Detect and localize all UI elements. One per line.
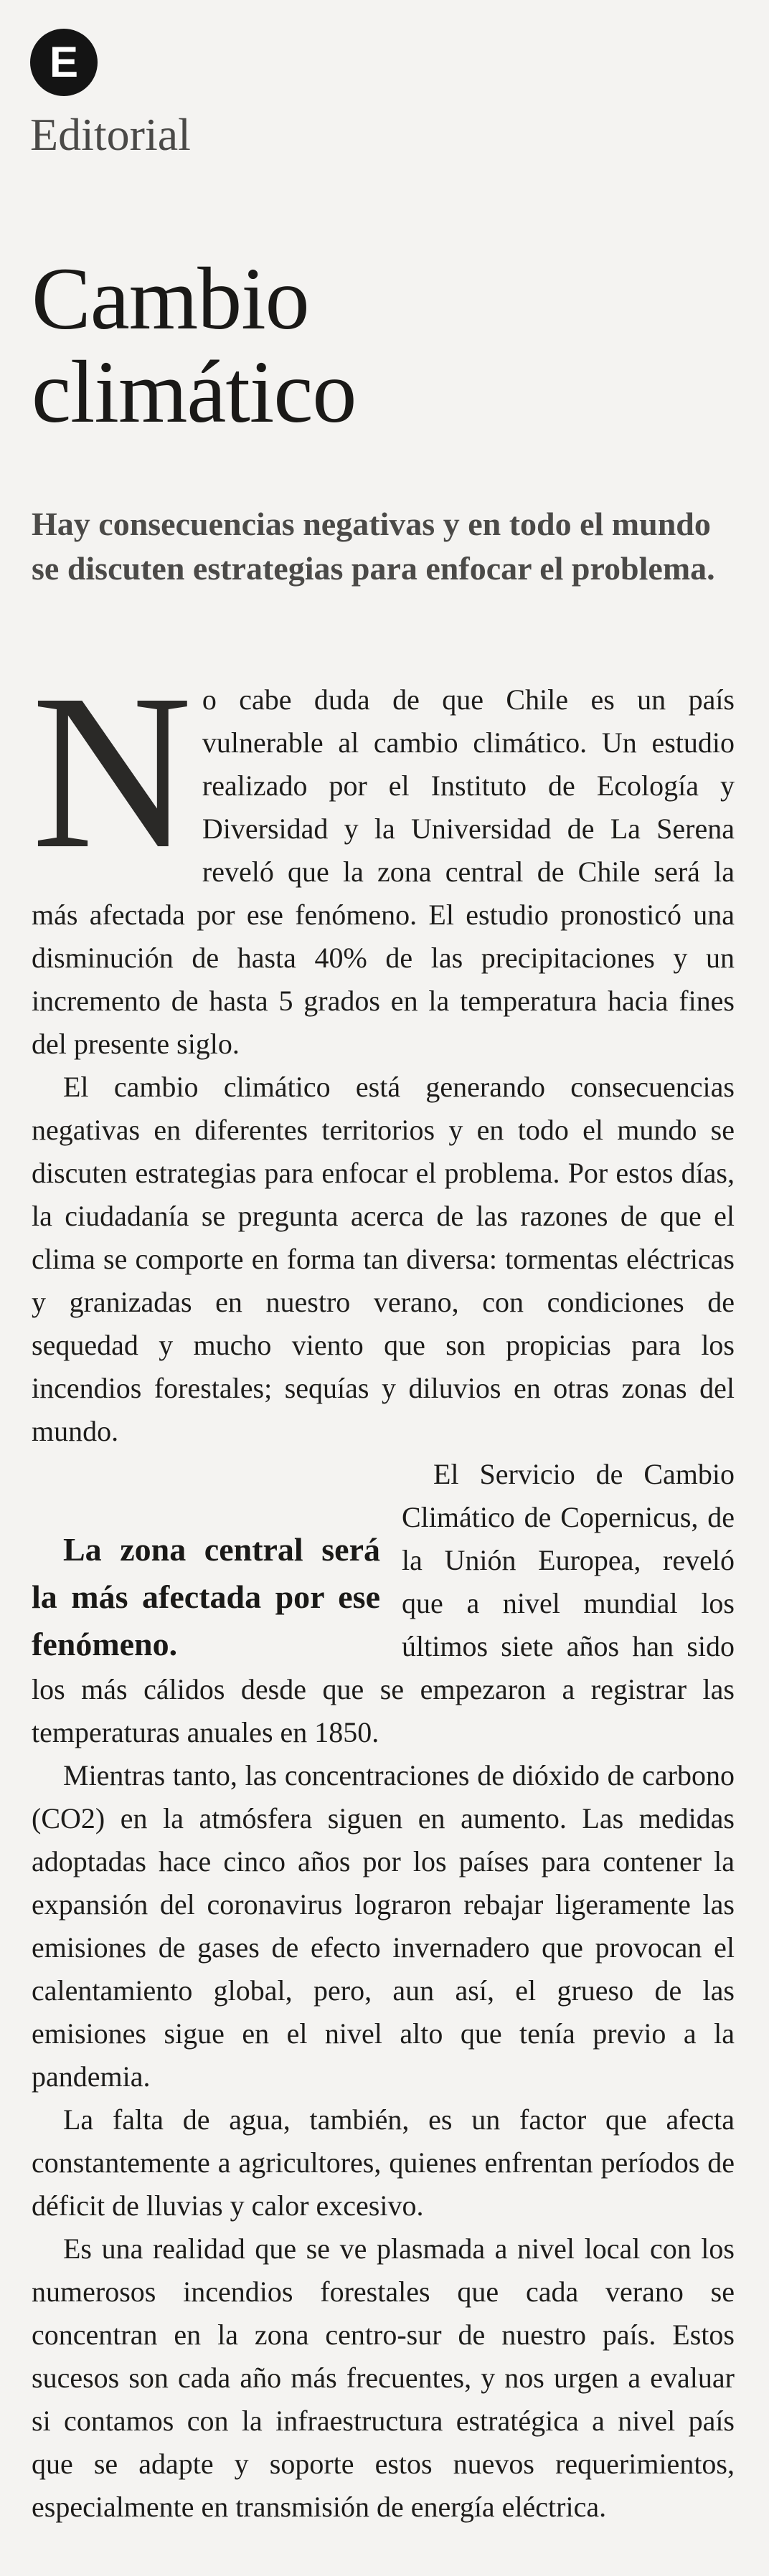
paragraph-4: Mientras tanto, las concentraciones de dióxido de carbono (CO2) en la atmósfera siguen en aumento. Las medidas adoptadas hace cinco años por los países para contener la expansión del coronavirus lograron rebajar ligeramente las emisiones de gases de efecto invernadero que provocan el calentamiento global, pero, aun así, el grueso de las emisiones sigue en el nivel alto que tenía previo a la pandemia. bbox=[32, 1759, 735, 2093]
headline bbox=[32, 252, 356, 439]
paragraph-5: La falta de agua, también, es un factor que afecta constantemente a agricultores, quienes enfrentan períodos de déficit de lluvias y calor excesivo. bbox=[32, 2103, 735, 2222]
paragraph-3 bbox=[32, 1453, 735, 1754]
headline-line-1: Cambio bbox=[32, 250, 309, 348]
section-label: Editorial bbox=[30, 109, 191, 160]
headline-line-2: climático bbox=[32, 343, 357, 441]
article-body bbox=[32, 649, 735, 2529]
brand-logo-letter: E bbox=[49, 38, 79, 86]
deck-subtitle: Hay consecuencias negativas y en todo el mundo se discuten estrategias para enfocar el problema. bbox=[32, 506, 715, 587]
brand-logo bbox=[30, 29, 98, 96]
drop-cap: N bbox=[32, 649, 192, 895]
paragraph-2: El cambio climático está generando consecuencias negativas en diferentes territorios y en todo el mundo se discuten estrategias para enfocar el problema. Por estos días, la ciudadanía se pregunta acerca de las razones de que el clima se comporte en forma tan diversa: tormentas eléctricas y granizadas en nuestro verano, con condiciones de sequedad y mucho viento que son propicias para los incendios forestales; sequías y diluvios en otras zonas del mundo. bbox=[32, 1071, 735, 1447]
paragraph-6: Es una realidad que se ve plasmada a nivel local con los numerosos incendios forestales que cada verano se concentran en la zona centro-sur de nuestro país. Estos sucesos son cada año más frecuentes, y nos urgen a evaluar si contamos con la infraestructura estratégica a nivel país que se adapte y soporte estos nuevos requerimientos, especialmente en transmisión de energía eléctrica. bbox=[32, 2232, 735, 2523]
paragraph-1-text: o cabe duda de que Chile es un país vulnerable al cambio climático. Un estudio realizado por el Instituto de Ecología y Diversidad y la Universidad de La Serena reveló que la zona central de Chile será la más afectada por ese fenómeno. El estudio pronosticó una disminución de hasta 40% de las precipitaciones y un incremento de hasta 5 grados en la temperatura hacia fines del presente siglo. bbox=[32, 683, 735, 1060]
paragraph-3-text: El Servicio de Cambio Climático de Copernicus, de la Unión Europea, reveló que a nivel mundial los últimos siete años han sido los más cálidos desde que se empezaron a registrar las temperaturas anuales en 1850. bbox=[32, 1458, 735, 1748]
paragraph-1 bbox=[32, 649, 735, 1066]
pull-quote: La zona central será la más afectada por ese fenómeno. bbox=[32, 1531, 380, 1662]
